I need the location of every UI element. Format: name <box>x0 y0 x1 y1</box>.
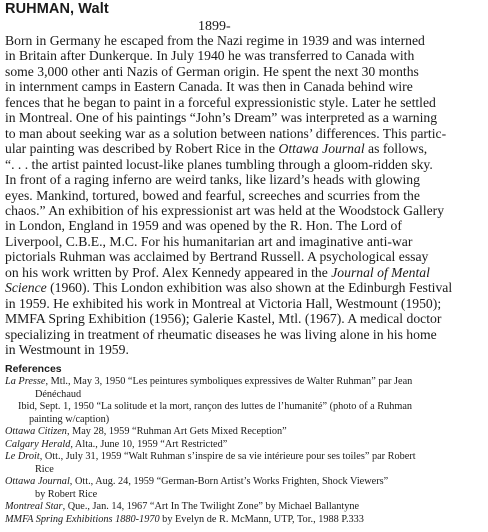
publication-title: Journal of Mental <box>331 264 430 280</box>
reference-source: Montreal Star <box>5 501 63 512</box>
reference-source: Le Droit <box>5 451 40 462</box>
reference-item: Ibid, Sept. 1, 1950 “La solitude et la mort, rançon des luttes de l’humanité” (photo of a Ruhman <box>17 401 413 412</box>
bio-text: (1960). This London exhibition was also shown at the Edinburgh Festival <box>46 280 453 296</box>
entry-name: RUHMAN, Walt <box>5 1 109 17</box>
reference-text: by Evelyn de R. McMann, UTP, Tor., 1988 P.333 <box>159 513 364 525</box>
reference-source: Ottawa Citizen <box>5 426 67 437</box>
reference-item <box>5 451 486 464</box>
reference-text: , Que., Jan. 14, 1967 “Art In The Twilight Zone” by Michael Ballantyne <box>62 501 360 512</box>
references-heading: References <box>5 363 62 375</box>
publication-title: Science <box>5 280 47 296</box>
bio-line: specializing in treatment of rheumatic diseases he was living alone in his home <box>5 326 437 342</box>
reference-text: , Ott., July 31, 1959 “Walt Ruhman s’inspire de sa vie intérieure pour ses toiles” par Robert <box>39 451 416 462</box>
bio-line: to man about seeking war as a solution between nations’ differences. This partic- <box>5 125 447 141</box>
reference-item <box>5 514 486 527</box>
bio-line: In front of a raging inferno are weird tanks, like lizard’s heads with glowing <box>5 172 420 188</box>
publication-title: Ottawa Journal <box>278 141 365 157</box>
reference-item <box>5 426 486 439</box>
bio-line: Born in Germany he escaped from the Nazi regime in 1939 and was interned <box>5 33 425 48</box>
bio-line: pictorials Ruhman was acclaimed by Bertrand Russell. A psychological essay <box>5 249 429 265</box>
reference-item <box>5 439 486 452</box>
reference-continuation: Dénéchaud <box>34 388 82 400</box>
bio-line: in London, England in 1959 and was opened by the R. Hon. The Lord of <box>5 218 402 234</box>
reference-text: , Mtl., May 3, 1950 “Les peintures symboliques expressives de Walter Ruhman” par Jean <box>45 376 413 387</box>
reference-continuation: by Robert Rice <box>34 488 98 500</box>
reference-source: MMFA Spring Exhibitions 1880-1970 <box>5 513 160 525</box>
bio-line: “. . . the artist painted locust-like planes tumbling through a gloom-ridden sky. <box>5 156 433 172</box>
bio-line: in 1959. He exhibited his work in Montreal at Victoria Hall, Westmount (1950); <box>5 295 442 311</box>
bio-text: as follows, <box>364 141 428 157</box>
reference-text: , Alta., June 10, 1959 “Art Restricted” <box>70 438 228 450</box>
reference-item <box>5 376 486 389</box>
references-list <box>5 376 487 526</box>
biography-text <box>5 33 487 358</box>
bio-text: ular painting was described by Robert Rice in the <box>5 141 279 157</box>
bio-line: some 3,000 other anti Nazis of German origin. He spent the next 30 months <box>5 63 419 79</box>
bio-line: in Montreal. One of his paintings “John’s Dream” was interpreted as a warning <box>5 110 438 126</box>
bio-line: eyes. Mankind, tortured, bowed and fearful, screeches and scurries from the <box>5 187 420 203</box>
bio-text: on his work written by Prof. Alex Kennedy appeared in the <box>5 264 332 280</box>
bio-line: Liverpool, C.B.E., M.C. For his humanitarian art and imaginative anti-war <box>5 233 413 249</box>
bio-line <box>5 280 486 295</box>
reference-continuation: Rice <box>34 463 54 475</box>
reference-source: Ottawa Journal <box>5 476 70 487</box>
bio-line: in Britain after Dunkerque. In July 1940 he was transferred to Canada with <box>5 48 415 64</box>
reference-item <box>5 476 486 489</box>
entry-dates: 1899- <box>198 19 231 34</box>
reference-text: , Ott., Aug. 24, 1959 “German-Born Artist’s Works Frighten, Shock Viewers” <box>69 476 389 487</box>
reference-source: Calgary Herald <box>5 438 71 450</box>
reference-item <box>5 501 486 514</box>
bio-line: in Westmount in 1959. <box>5 342 129 358</box>
bio-line <box>5 141 486 156</box>
bio-line: fences that he began to paint in a forceful expressionistic style. Later he settled <box>5 94 436 110</box>
bio-line <box>5 265 486 280</box>
reference-source: La Presse <box>5 376 46 387</box>
bio-line: MMFA Spring Exhibition (1956); Galerie Kastel, Mtl. (1967). A medical doctor <box>5 311 442 327</box>
reference-text: , May 28, 1959 “Ruhman Art Gets Mixed Reception” <box>66 426 287 437</box>
bio-line: chaos.” An exhibition of his expressionist art was held at the Woodstock Gallery <box>5 202 445 218</box>
bio-line: in internment camps in Eastern Canada. It was then in Canada behind wire <box>5 79 413 95</box>
reference-continuation: painting w/caption) <box>28 413 110 425</box>
